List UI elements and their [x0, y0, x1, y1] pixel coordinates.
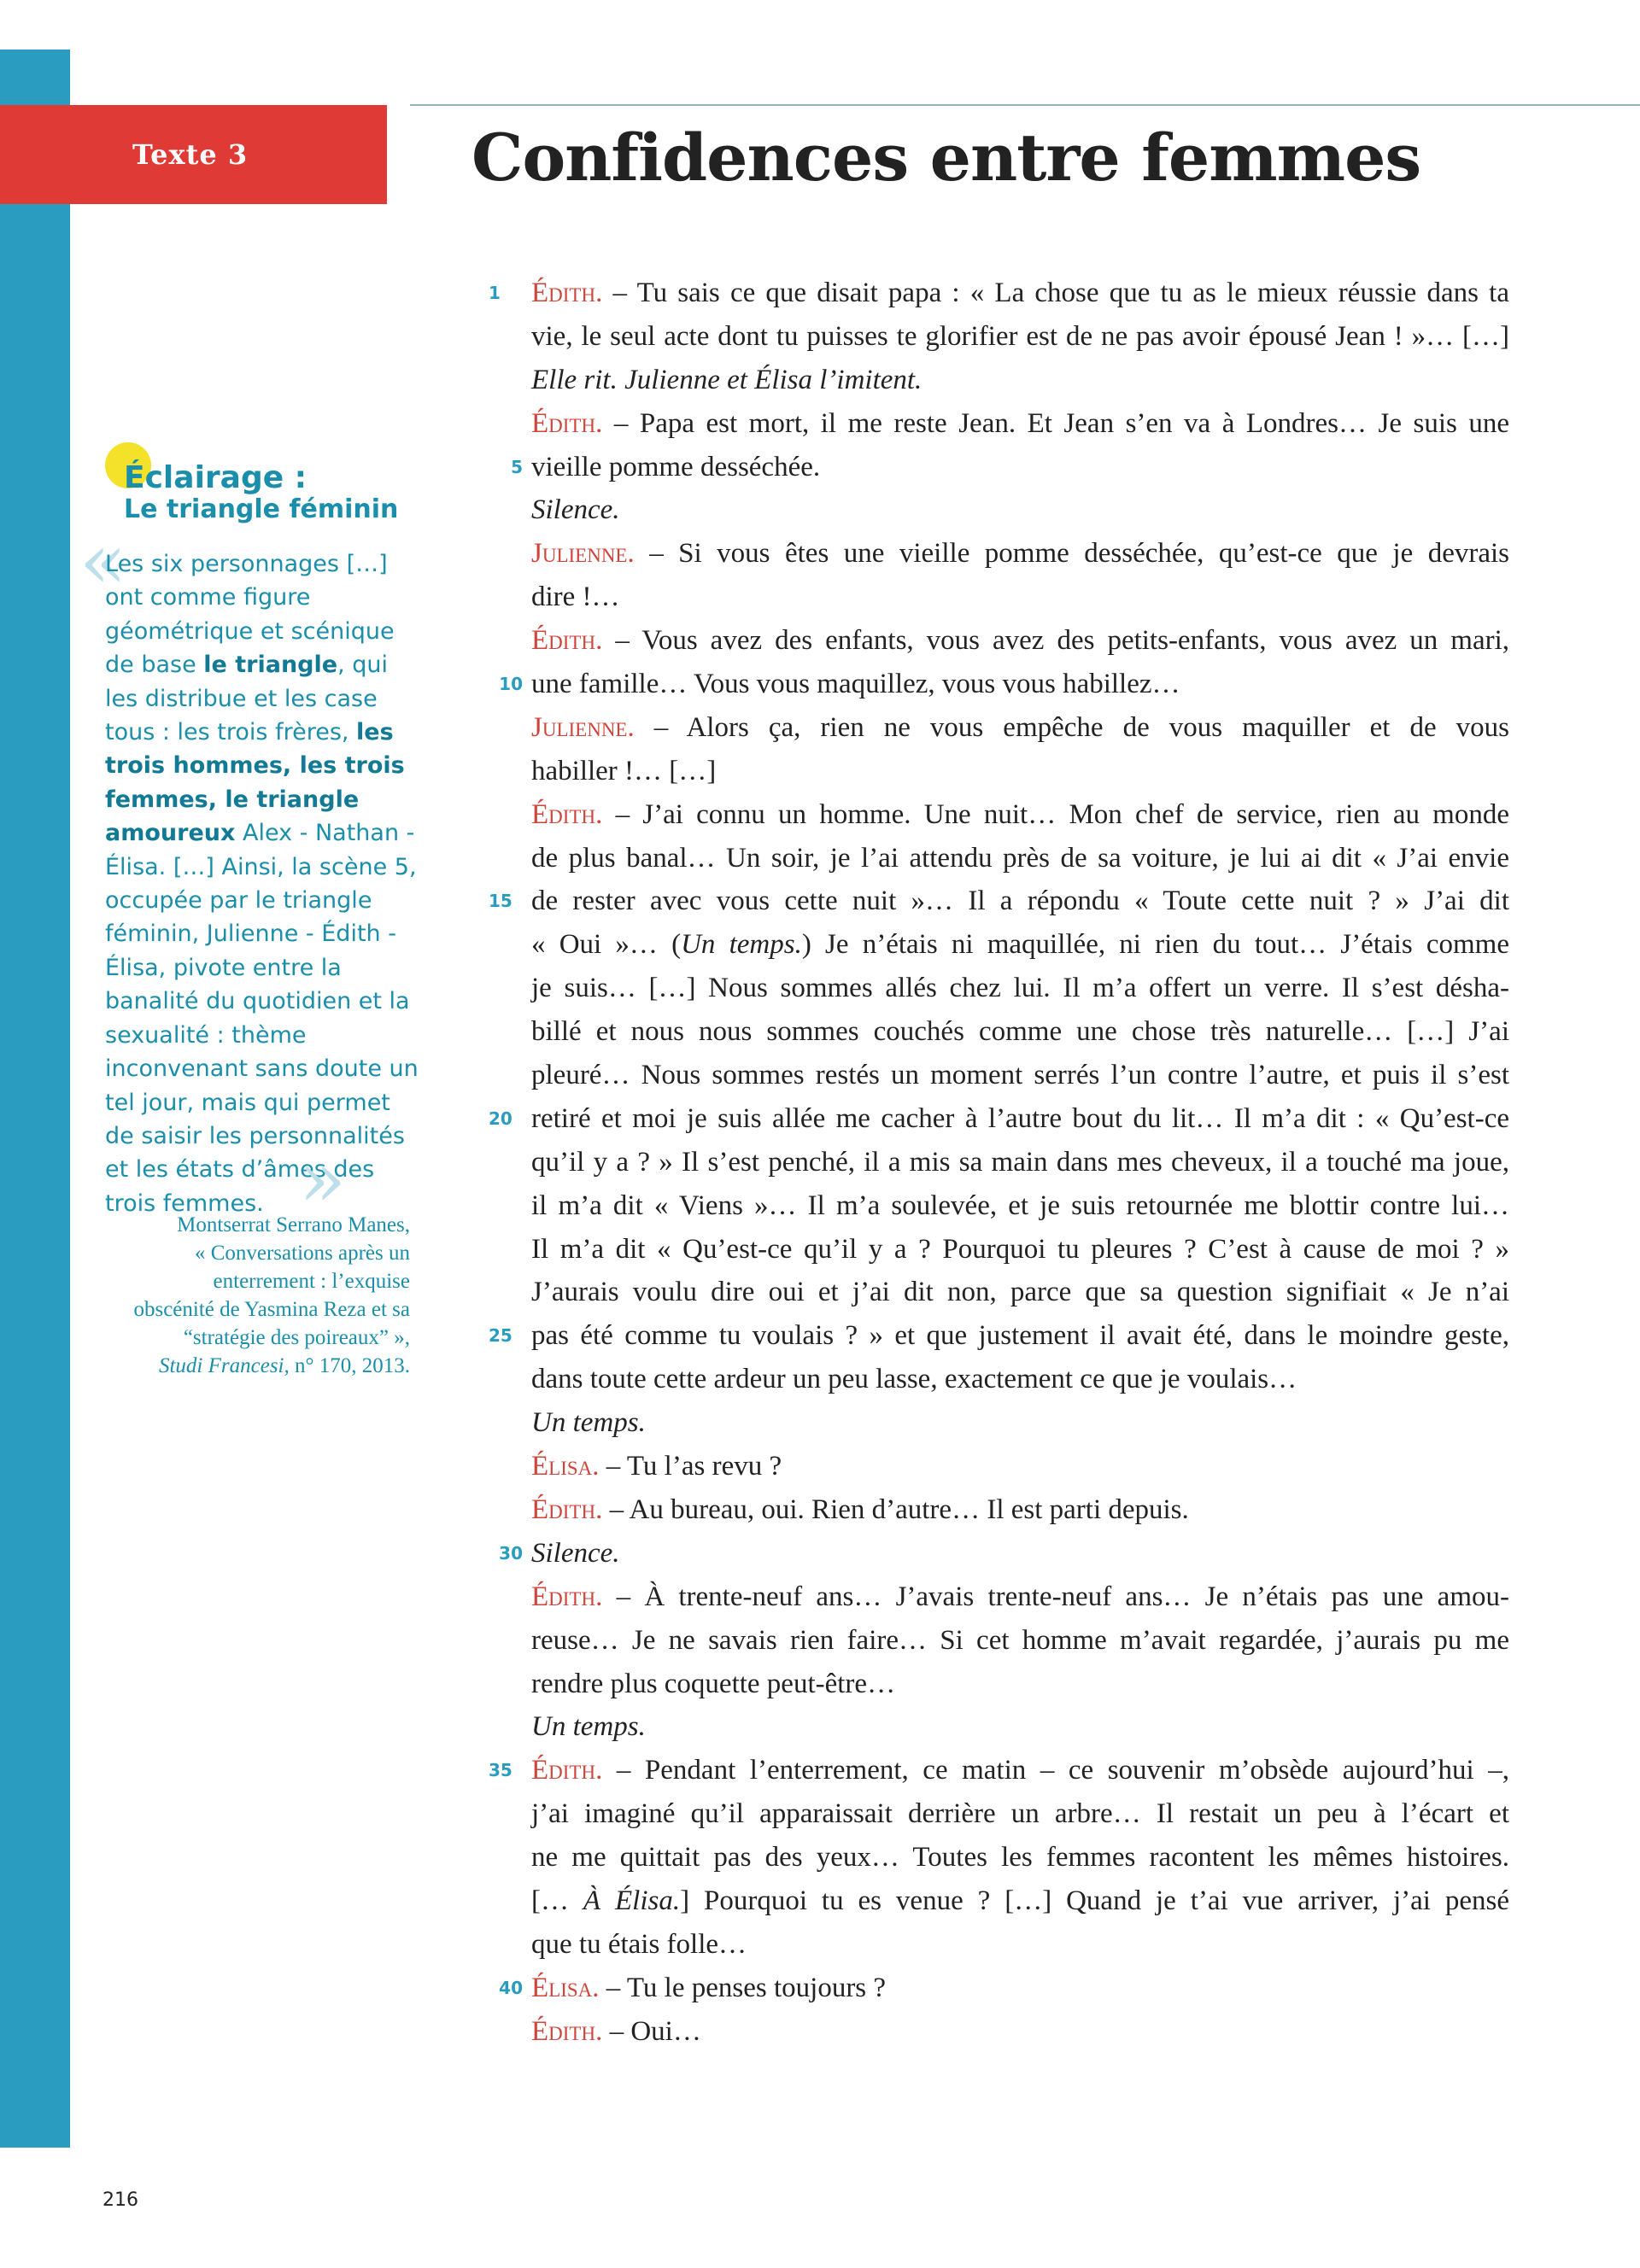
line-number: 1 [489, 283, 501, 303]
text-line [489, 1097, 1509, 1141]
eclairage-text-part: , qui les distribue et les case tous : les trois frères, [105, 652, 388, 746]
text-line [531, 402, 1509, 446]
text-line [531, 532, 1509, 576]
text-label-box [0, 105, 387, 204]
dialogue-text: – Papa est mort, il me reste Jean. Et Jean s’en va à Londres… Je suis une [602, 407, 1509, 439]
dialogue-text: que tu étais folle… [531, 1928, 747, 1960]
open-quote-icon: « [79, 517, 127, 606]
speaker-name: Julienne. [531, 711, 635, 743]
line-number: 15 [489, 891, 512, 912]
dialogue-text: ] Pourquoi tu es venue ? […] Quand je t’ai vue arriver, j’ai pensé [680, 1885, 1509, 1916]
dialogue-text: Il m’a dit « Qu’est-ce qu’il y a ? Pourquoi tu pleures ? C’est à cause de moi ? » [531, 1233, 1509, 1265]
text-line [531, 1705, 1509, 1749]
dialogue-text: j’ai imaginé qu’il apparaissait derrière un arbre… Il restait un peu à l’écart et [531, 1798, 1509, 1830]
line-number: 20 [489, 1108, 512, 1129]
text-line [531, 1923, 1509, 1967]
eclairage-text-part: les trois hommes, les trois femmes, le triangle amoureux [105, 719, 405, 847]
stage-direction: Elle rit. Julienne et Élisa l’imitent. [531, 364, 922, 395]
dialogue-text: « Oui »… ( [531, 929, 682, 961]
dialogue-text: dire !… [531, 582, 620, 613]
source-line: enterrement : l’exquise [213, 1270, 410, 1293]
stage-direction: Un temps. [531, 1407, 646, 1439]
dialogue-text: pleuré… Nous sommes restés un moment serrés l’un contre l’autre, et puis il s’est [531, 1060, 1509, 1091]
text-line [531, 1401, 1509, 1445]
dialogue-text: je suis… […] Nous sommes allés chez lui. Il m’a offert un verre. Il s’est désha- [531, 973, 1509, 1004]
text-line [511, 446, 1509, 489]
dialogue-text: – À trente-neuf ans… J’avais trente-neuf ans… Je n’étais pas une amou- [602, 1581, 1509, 1612]
source-tail: n° 170, 2013. [289, 1354, 410, 1377]
text-line [531, 967, 1509, 1010]
page-number: 216 [102, 2189, 138, 2211]
source-line [90, 1352, 410, 1380]
text-line [531, 923, 1509, 967]
text-line [531, 1445, 1509, 1488]
dialogue-text: – Tu sais ce que disait papa : « La chose que tu as le mieux réussie dans ta [602, 278, 1509, 308]
dialogue-text: – Tu l’as revu ? [599, 1451, 782, 1482]
text-line [489, 1314, 1509, 1358]
text-line [531, 793, 1509, 837]
header-rule [410, 104, 1640, 106]
text-line [531, 1663, 1509, 1706]
text-line [531, 1228, 1509, 1271]
speaker-name: Édith. [531, 1755, 603, 1786]
dialogue-text: retiré et moi je suis allée me cacher à l’autre bout du lit… Il m’a dit : « Qu’est-ce [531, 1102, 1509, 1134]
dialogue-text: ne me quittait pas des yeux… Toutes les femmes racontent les mêmes histoires. [531, 1842, 1509, 1873]
eclairage-text-part: Les six personnages […] ont comme figure géométrique et scénique de base [105, 551, 395, 679]
text-line [489, 1749, 1509, 1792]
text-line [531, 1010, 1509, 1054]
eclairage-text-part: le triangle [203, 652, 338, 679]
line-number: 5 [511, 456, 523, 477]
text-line [531, 837, 1509, 880]
text-line [499, 663, 1509, 706]
speaker-name: Élisa. [531, 1972, 600, 2003]
source-journal: Studi Francesi, [158, 1354, 290, 1377]
dialogue-text: reuse… Je ne savais rien faire… Si cet homme m’avait regardée, j’aurais pu me [531, 1624, 1509, 1656]
text-line [531, 750, 1509, 793]
dialogue-text: habiller !… […] [531, 755, 717, 786]
text-line [531, 1879, 1509, 1923]
text-line [489, 880, 1509, 923]
close-quote-icon: » [299, 1135, 347, 1225]
eclairage-text-part: Alex - Nathan - Élisa. […] Ainsi, la scène 5, occupée par le triangle féminin, Julienne - Édith - Élisa, pivote entre la banalité du quotidien et la sexualité : thème inconvenant sans doute un tel jour, mais qui permet de saisir les personnalités et les états d’âmes des trois femmes. [105, 820, 419, 1217]
dialogue-text: une famille… Vous vous maquillez, vous vous habillez… [531, 669, 1180, 700]
text-line [531, 576, 1509, 619]
text-line [499, 1967, 1509, 2010]
stage-direction: Silence. [531, 1537, 620, 1569]
dialogue-text: – Alors ça, rien ne vous empêche de vous maquiller et de vous [634, 711, 1509, 743]
dialogue-text: de plus banal… Un soir, je l’ai attendu près de sa voiture, je lui ai dit « J’ai envie [531, 842, 1509, 874]
source-line: « Conversations après un [194, 1242, 410, 1265]
text-label: Texte 3 [132, 138, 249, 171]
text-line [531, 1792, 1509, 1836]
speaker-name: Édith. [531, 1493, 603, 1525]
dialogue-text: J’aurais voulu dire oui et j’ai dit non, parce que sa question signifiait « Je n’ai [531, 1277, 1509, 1308]
dialogue-text: vie, le seul acte dont tu puisses te glorifier est de ne pas avoir épousé Jean ! »… […] [531, 320, 1509, 352]
dialogue-text: – J’ai connu un homme. Une nuit… Mon chef de service, rien au monde [602, 798, 1509, 830]
text-line [531, 1488, 1509, 1532]
dialogue-text: – Si vous êtes une vieille pomme desséchée, qu’est-ce que je devrais [634, 538, 1509, 570]
dialogue-text: billé et nous nous sommes couchés comme une chose très naturelle… […] J’ai [531, 1016, 1509, 1048]
speaker-name: Édith. [531, 1581, 603, 1612]
text-line [531, 1619, 1509, 1663]
text-line [531, 1141, 1509, 1184]
line-number: 30 [499, 1542, 523, 1564]
dialogue-text: – Vous avez des enfants, vous avez des petits-enfants, vous avez un mari, [602, 625, 1509, 657]
text-line [531, 1836, 1509, 1879]
stage-direction: À Élisa. [583, 1885, 681, 1916]
line-number: 25 [489, 1325, 512, 1347]
speaker-name: Édith. [531, 798, 603, 830]
dialogue-text: [… [531, 1885, 583, 1916]
dialogue-text: – Tu le penses toujours ? [599, 1972, 887, 2003]
dialogue-text: – Au bureau, oui. Rien d’autre… Il est parti depuis. [602, 1493, 1189, 1525]
text-line [531, 1054, 1509, 1097]
quote-source [90, 1211, 410, 1380]
dialogue-text: pas été comme tu voulais ? » et que justement il avait été, dans le moindre geste, [531, 1320, 1509, 1352]
speaker-name: Édith. [531, 625, 603, 657]
text-line [531, 315, 1509, 359]
dialogue-text: – Oui… [602, 2015, 701, 2047]
line-number: 10 [499, 674, 523, 695]
dialogue-text: ) Je n’étais ni maquillée, ni rien du tout… J’étais comme [801, 929, 1509, 961]
speaker-name: Édith. [531, 407, 603, 439]
text-line [531, 488, 1509, 532]
text-line [531, 1575, 1509, 1619]
eclairage-box [79, 442, 419, 1217]
text-line [531, 1271, 1509, 1314]
source-line: obscénité de Yasmina Reza et sa [133, 1298, 410, 1321]
dialogue-text: – Pendant l’enterrement, ce matin – ce souvenir m’obsède aujourd’hui –, [602, 1755, 1509, 1786]
dialogue-text: dans toute cette ardeur un peu lasse, exactement ce que je voulais… [531, 1364, 1297, 1395]
speaker-name: Édith. [531, 2015, 603, 2047]
dialogue-text: rendre plus coquette peut-être… [531, 1668, 896, 1699]
line-number: 35 [489, 1760, 512, 1781]
text-line [531, 359, 1509, 402]
dialogue-text: qu’il y a ? » Il s’est penché, il a mis sa main dans mes cheveux, il a touché ma joue, [531, 1146, 1509, 1178]
text-line [531, 1358, 1509, 1401]
stage-direction: Silence. [531, 494, 620, 526]
speaker-name: Édith. [531, 278, 603, 308]
source-line: “stratégie des poireaux” », [183, 1326, 410, 1349]
stage-direction: Un temps. [531, 1711, 646, 1743]
text-line [531, 1184, 1509, 1228]
text-line [531, 619, 1509, 663]
eclairage-title: Éclairage : [124, 460, 308, 495]
line-number: 40 [499, 1977, 523, 1998]
speaker-name: Élisa. [531, 1451, 600, 1482]
left-color-bar [0, 50, 70, 2148]
dialogue-text: il m’a dit « Viens »… Il m’a soulevée, et je suis retournée me blottir contre lui… [531, 1190, 1509, 1221]
text-line [499, 1532, 1509, 1575]
page-title: Confidences entre femmes [472, 120, 1421, 196]
dialogue-text: vieille pomme desséchée. [531, 451, 821, 482]
speaker-name: Julienne. [531, 538, 635, 570]
dialogue-text: de rester avec vous cette nuit »… Il a répondu « Toute cette nuit ? » J’ai dit [531, 886, 1509, 917]
text-line [531, 706, 1509, 750]
text-line [489, 272, 1509, 315]
eclairage-subtitle: Le triangle féminin [124, 494, 399, 524]
source-line: Montserrat Serrano Manes, [177, 1213, 410, 1236]
stage-direction: Un temps. [681, 929, 802, 961]
text-line [531, 2010, 1509, 2054]
play-excerpt [489, 272, 1509, 2054]
